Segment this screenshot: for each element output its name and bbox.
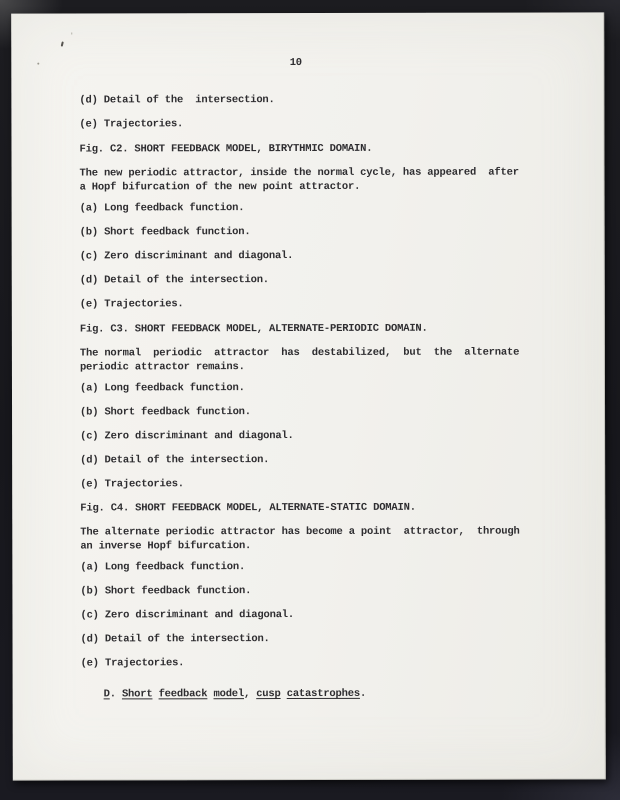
figure-section xyxy=(79,141,579,311)
figure-caption: Fig. C3. SHORT FEEDBACK MODEL, ALTERNATE-PERIODIC DOMAIN. xyxy=(79,322,428,336)
figure-section xyxy=(80,500,580,670)
subsection-heading xyxy=(104,686,581,701)
list-item: (c) Zero discriminant and diagonal. xyxy=(80,430,294,443)
list-item: (b) Short feedback function. xyxy=(80,585,252,598)
figure-description xyxy=(80,165,580,194)
plain-text: . xyxy=(359,687,367,700)
plain-text: , xyxy=(243,688,257,701)
list-item: (a) Long feedback function. xyxy=(79,202,245,215)
scan-artifact xyxy=(61,41,64,46)
document-page xyxy=(11,12,606,780)
list-item: (d) Detail of the intersection. xyxy=(80,454,270,467)
paragraph-line: The new periodic attractor, inside the normal cycle, has appeared after xyxy=(79,166,519,180)
list-item: (b) Short feedback function. xyxy=(80,406,251,419)
page-content xyxy=(79,92,580,701)
figure-description xyxy=(80,524,580,553)
plain-text: . xyxy=(109,688,122,701)
page-number: 10 xyxy=(289,57,302,70)
figure-section xyxy=(80,321,580,491)
figure-description xyxy=(80,345,580,374)
list-item: (b) Short feedback function. xyxy=(79,226,251,239)
scan-artifact xyxy=(71,32,72,34)
intro-item-list xyxy=(79,92,579,131)
underlined-text: Short xyxy=(121,688,153,701)
list-item: (a) Long feedback function. xyxy=(79,382,245,395)
underlined-text: D xyxy=(103,688,110,701)
list-item: (e) Trajectories. xyxy=(80,478,184,491)
paragraph-line: The alternate periodic attractor has become a point attractor, through xyxy=(80,525,520,539)
list-item: (d) Detail of the intersection. xyxy=(79,94,275,107)
list-item: (c) Zero discriminant and diagonal. xyxy=(79,250,294,263)
figure-caption: Fig. C2. SHORT FEEDBACK MODEL, BIRYTHMIC DOMAIN. xyxy=(79,142,373,156)
paragraph-line: a Hopf bifurcation of the new point attractor. xyxy=(79,180,361,194)
list-item: (e) Trajectories. xyxy=(80,657,185,670)
paragraph-line: periodic attractor remains. xyxy=(79,361,245,374)
figure-caption: Fig. C4. SHORT FEEDBACK MODEL, ALTERNATE-STATIC DOMAIN. xyxy=(80,501,416,515)
paragraph-line: The normal periodic attractor has destabilized, but the alternate xyxy=(79,346,520,360)
figure-caption-sections xyxy=(79,141,580,670)
list-item: (e) Trajectories. xyxy=(79,298,184,311)
list-item: (d) Detail of the intersection. xyxy=(79,274,269,287)
underlined-text: catastrophes xyxy=(286,687,360,701)
list-item: (e) Trajectories. xyxy=(79,118,184,131)
list-item: (a) Long feedback function. xyxy=(80,561,246,574)
paragraph-line: an inverse Hopf bifurcation. xyxy=(80,540,252,553)
list-item: (d) Detail of the intersection. xyxy=(80,633,270,646)
underlined-text: feedback xyxy=(158,688,208,701)
underlined-text: cusp xyxy=(256,688,281,701)
underlined-text: model xyxy=(213,688,245,701)
list-item: (c) Zero discriminant and diagonal. xyxy=(80,609,295,622)
